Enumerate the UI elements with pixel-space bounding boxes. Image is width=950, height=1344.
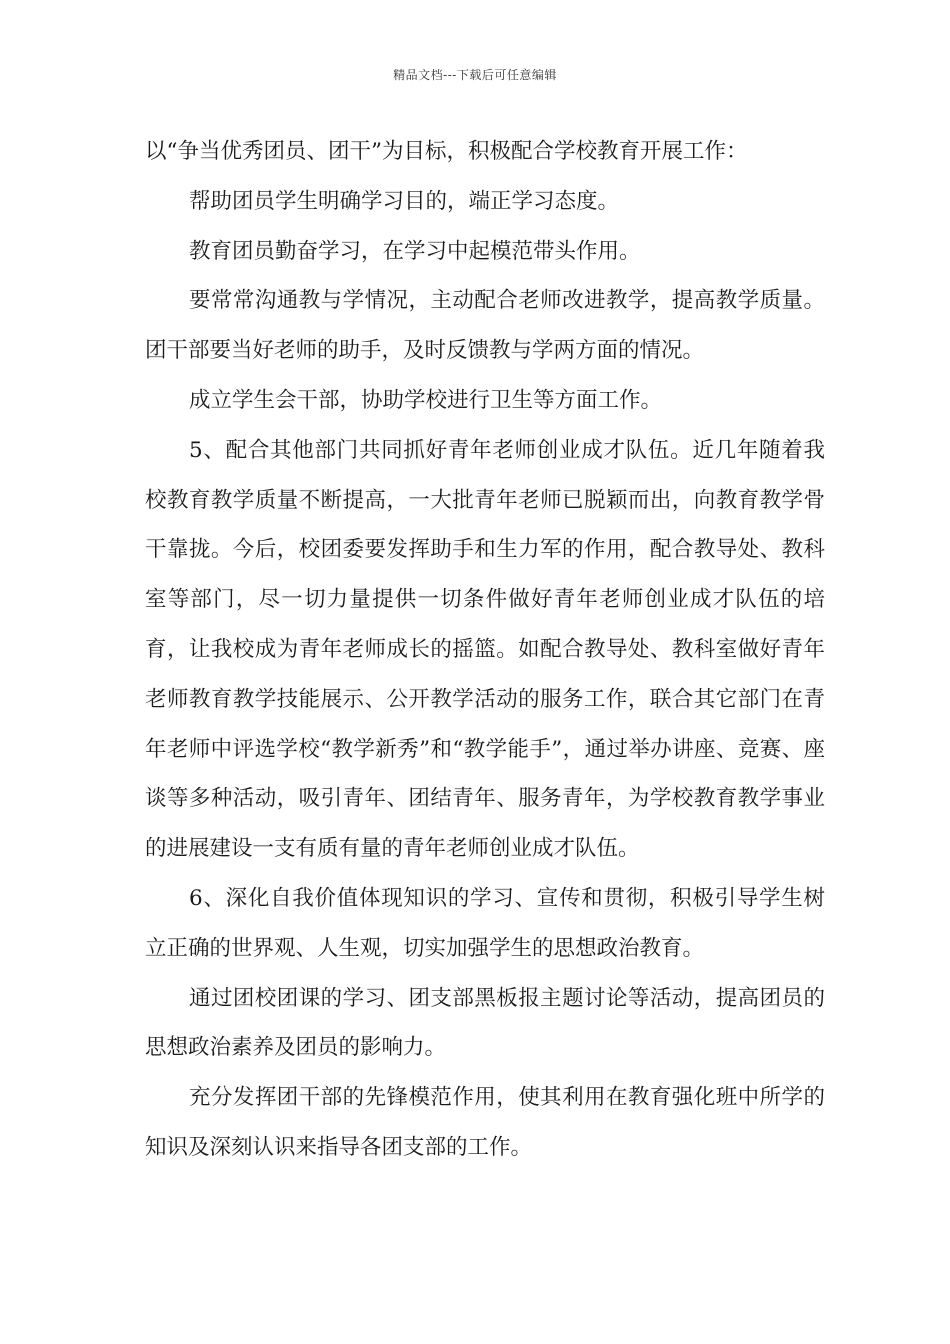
paragraph-communicate: 要常常沟通教与学情况，主动配合老师改进教学，提高教学质量。团干部要当好老师的助手，及时反馈教与学两方面的情况。 — [145, 288, 825, 364]
paragraph-help-study: 帮助团员学生明确学习目的，端正学习态度。 — [189, 188, 620, 214]
paragraph-pioneer: 充分发挥团干部的先锋模范作用，使其利用在教育强化班中所学的知识及深刻认识来指导各团支部的工作。 — [145, 1085, 825, 1160]
paragraph-league-school: 通过团校团课的学习、团支部黑板报主题讨论等活动，提高团员的思想政治素养及团员的影响力。 — [145, 985, 825, 1061]
paragraph-goal: 以“争当优秀团员、团干”为目标，积极配合学校教育开展工作： — [145, 139, 748, 164]
paragraph-item-6: 6、深化自我价值体现知识的学习、宣传和贯彻，积极引导学生树立正确的世界观、人生观，切实加强学生的思想政治教育。 — [145, 885, 825, 961]
paragraph-student-union: 成立学生会干部，协助学校进行卫生等方面工作。 — [189, 387, 663, 413]
page-header: 精品文档---下载后可任意编辑 — [393, 68, 557, 82]
document-body — [145, 127, 825, 1173]
paragraph-diligent: 教育团员勤奋学习，在学习中起模范带头作用。 — [189, 238, 641, 264]
paragraph-item-5: 5、配合其他部门共同抓好青年老师创业成才队伍。近几年随着我校教育教学质量不断提高，一大批青年老师已脱颖而出，向教育教学骨干靠拢。今后，校团委要发挥助手和生力军的作用，配合教导处、教科室等部门，尽一切力量提供一切条件做好青年老师创业成才队伍的培育，让我校成为青年老师成长的摇篮。如配合教导处、教科室做好青年老师教育教学技能展示、公开教学活动的服务工作，联合其它部门在青年老师中评选学校“教学新秀”和“教学能手”，通过举办讲座、竞赛、座谈等多种活动，吸引青年、团结青年、服务青年，为学校教育教学事业的进展建设一支有质有量的青年老师创业成才队伍。 — [145, 437, 825, 862]
